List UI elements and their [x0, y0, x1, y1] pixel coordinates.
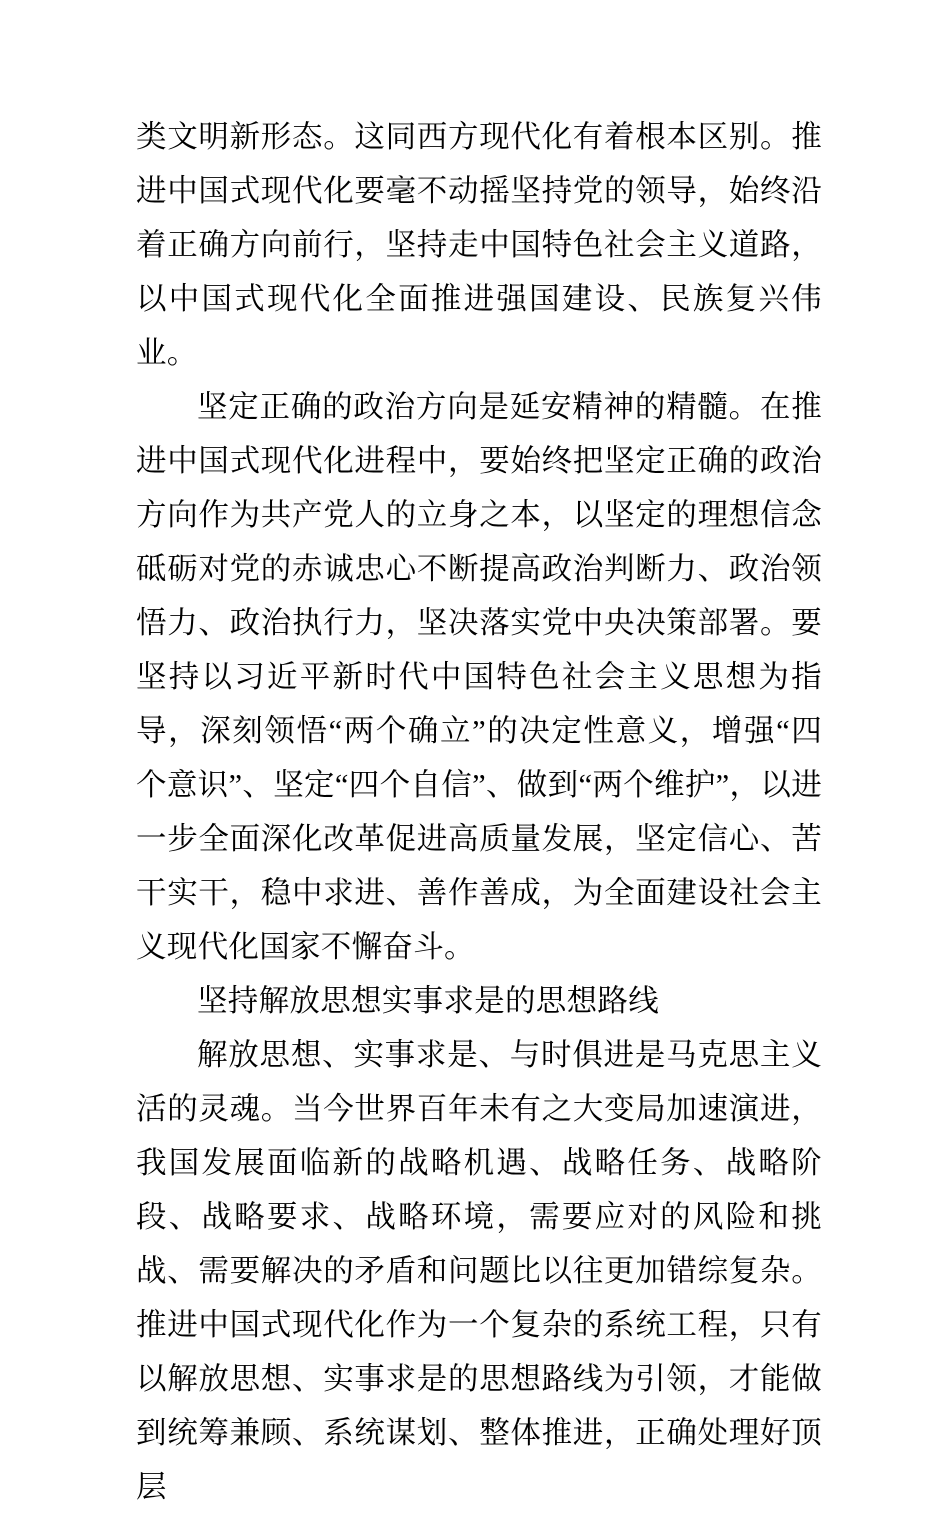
body-paragraph: 解放思想、实事求是、与时俱进是马克思主义活的灵魂。当今世界百年未有之大变局加速演进，我国发展面临新的战略机遇、战略任务、战略阶段、战略要求、战略环境，需要应对的风险和挑战、需要解决的矛盾和问题比以往更加错综复杂。推进中国式现代化作为一个复杂的系统工程，只有以解放思想、实事求是的思想路线为引领，才能做到统筹兼顾、系统谋划、整体推进，正确处理好顶层: [136, 1038, 822, 1504]
section-heading: 坚持解放思想实事求是的思想路线: [197, 984, 659, 1018]
body-paragraph: 坚定正确的政治方向是延安精神的精髓。在推进中国式现代化进程中，要始终把坚定正确的政治方向作为共产党人的立身之本，以坚定的理想信念砥砺对党的赤诚忠心不断提高政治判断力、政治领悟力、政治执行力，坚决落实党中央决策部署。要坚持以习近平新时代中国特色社会主义思想为指导，深刻领悟“两个确立”的决定性意义，增强“四个意识”、坚定“四个自信”、做到“两个维护”，以进一步全面深化改革促进高质量发展，坚定信心、苦干实干，稳中求进、善作善成，为全面建设社会主义现代化国家不懈奋斗。: [136, 390, 822, 964]
document-body: [136, 110, 822, 1514]
body-paragraph: 类文明新形态。这同西方现代化有着根本区别。推进中国式现代化要毫不动摇坚持党的领导，始终沿着正确方向前行，坚持走中国特色社会主义道路，以中国式现代化全面推进强国建设、民族复兴伟业。: [136, 120, 822, 370]
